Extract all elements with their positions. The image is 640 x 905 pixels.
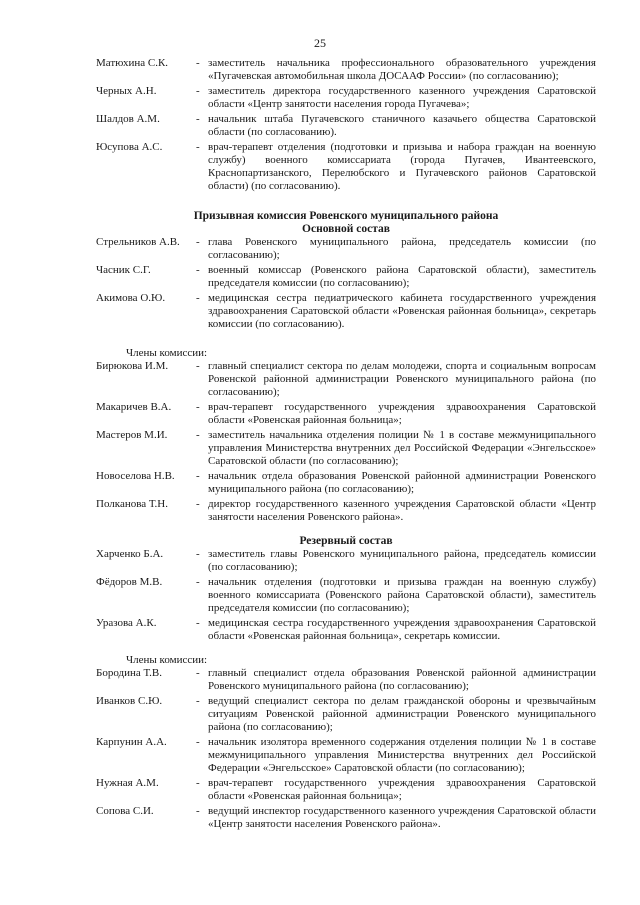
reserve-composition-list	[96, 548, 596, 643]
person-name: Часник С.Г.	[96, 264, 151, 276]
dash-separator: -	[196, 576, 200, 588]
list-item	[96, 777, 596, 803]
dash-separator: -	[196, 360, 200, 372]
person-name: Полканова Т.Н.	[96, 498, 168, 510]
person-name: Уразова А.К.	[96, 617, 157, 629]
dash-separator: -	[196, 292, 200, 304]
person-name: Фёдоров М.В.	[96, 576, 163, 588]
reserve-composition-title: Резервный состав	[299, 535, 393, 547]
person-name: Шалдов А.М.	[96, 113, 160, 125]
person-name: Черных А.Н.	[96, 85, 157, 97]
dash-separator: -	[196, 401, 200, 413]
dash-separator: -	[196, 667, 200, 679]
list-item	[96, 429, 596, 468]
list-item	[96, 736, 596, 775]
person-name: Бирюкова И.М.	[96, 360, 169, 372]
list-item	[96, 548, 596, 574]
position-description: начальник изолятора временного содержания отделения полиции № 1 в составе межмуниципального управления Министерства внутренних дел Российской Федерации «Энгельсское» Саратовской области (по согласованию);	[208, 736, 596, 774]
position-description: главный специалист сектора по делам молодежи, спорта и социальным вопросам Ровенской районной администрации Ровенского муниципального района (по согласованию);	[208, 360, 596, 398]
main-composition-list	[96, 236, 596, 331]
position-description: директор государственного казенного учреждения Саратовской области «Центр занятости населения Ровенского района».	[208, 498, 596, 523]
list-item	[96, 470, 596, 496]
list-item	[96, 85, 596, 111]
position-description: главный специалист отдела образования Ровенской районной администрации Ровенского муниципального района (по согласованию);	[208, 667, 596, 692]
position-description: начальник штаба Пугачевского станичного казачьего общества Саратовской области (по согласованию).	[208, 113, 596, 138]
position-description: врач-терапевт государственного учреждения здравоохранения Саратовской области «Ровенская районная больница»;	[208, 401, 596, 426]
dash-separator: -	[196, 548, 200, 560]
dash-separator: -	[196, 264, 200, 276]
dash-separator: -	[196, 736, 200, 748]
main-composition-title: Основной состав	[302, 223, 390, 235]
person-name: Карпунин А.А.	[96, 736, 167, 748]
reserve-members-label: Члены комиссии:	[126, 654, 208, 666]
person-name: Бородина Т.В.	[96, 667, 162, 679]
dash-separator: -	[196, 805, 200, 817]
position-description: врач-терапевт отделения (подготовки и призыва и набора граждан на военную службу) военного комиссариата (города Пугачев, Ивантеевского, Краснопартизанского, Перелюбского и Пугачевского районов Саратовской области) (по согласованию).	[208, 141, 596, 192]
section-title: Призывная комиссия Ровенского муниципального района	[193, 210, 499, 222]
list-item	[96, 617, 596, 643]
reserve-members-list	[96, 667, 596, 831]
person-name: Сопова С.И.	[96, 805, 154, 817]
dash-separator: -	[196, 777, 200, 789]
page-number: 25	[314, 36, 326, 50]
position-description: военный комиссар (Ровенского района Саратовской области), заместитель председателя комиссии (по согласованию);	[208, 264, 596, 289]
position-description: заместитель директора государственного казенного учреждения Саратовской области «Центр занятости населения города Пугачева»;	[208, 85, 596, 110]
main-members-list	[96, 360, 596, 524]
list-item	[96, 292, 596, 331]
position-description: ведущий специалист сектора по делам гражданской обороны и чрезвычайным ситуациям Ровенской районной администрации Ровенского муниципального района (по согласованию);	[208, 695, 596, 733]
members-label: Члены комиссии:	[126, 347, 208, 359]
dash-separator: -	[196, 470, 200, 482]
intro-list	[96, 57, 596, 193]
person-name: Нужная А.М.	[96, 777, 159, 789]
dash-separator: -	[196, 617, 200, 629]
list-item	[96, 236, 596, 262]
dash-separator: -	[196, 236, 200, 248]
list-item	[96, 667, 596, 693]
dash-separator: -	[196, 498, 200, 510]
list-item	[96, 57, 596, 83]
list-item	[96, 360, 596, 399]
list-item	[96, 498, 596, 524]
person-name: Харченко Б.А.	[96, 548, 164, 560]
position-description: начальник отделения (подготовки и призыва граждан на военную службу) военного комиссариата (Ровенского района Саратовской области), заместитель председателя комиссии (по согласованию);	[208, 576, 596, 614]
list-item	[96, 141, 596, 193]
person-name: Новоселова Н.В.	[96, 470, 175, 482]
document-body	[96, 57, 596, 831]
list-item	[96, 113, 596, 139]
dash-separator: -	[196, 429, 200, 441]
person-name: Стрельников А.В.	[96, 236, 180, 248]
person-name: Акимова О.Ю.	[96, 292, 166, 304]
list-item	[96, 264, 596, 290]
dash-separator: -	[196, 57, 200, 69]
position-description: медицинская сестра государственного учреждения здравоохранения Саратовской области «Ровенская районная больница», секретарь комиссии.	[208, 617, 596, 642]
dash-separator: -	[196, 695, 200, 707]
position-description: врач-терапевт государственного учреждения здравоохранения Саратовской области «Ровенская районная больница»;	[208, 777, 596, 802]
person-name: Иванков С.Ю.	[96, 695, 163, 707]
position-description: заместитель начальника отделения полиции № 1 в составе межмуниципального управления Министерства внутренних дел Российской Федерации «Энгельсское» Саратовской области (по согласованию);	[208, 429, 596, 467]
position-description: ведущий инспектор государственного казенного учреждения Саратовской области «Центр занятости населения Ровенского района».	[208, 805, 596, 830]
list-item	[96, 805, 596, 831]
position-description: заместитель начальника профессионального образовательного учреждения «Пугачевская автомобильная школа ДОСААФ России» (по согласованию);	[208, 57, 596, 82]
list-item	[96, 695, 596, 734]
position-description: заместитель главы Ровенского муниципального района, председатель комиссии (по согласованию);	[208, 548, 596, 573]
person-name: Мастеров М.И.	[96, 429, 168, 441]
person-name: Макаричев В.А.	[96, 401, 172, 413]
dash-separator: -	[196, 85, 200, 97]
person-name: Юсупова А.С.	[96, 141, 163, 153]
list-item	[96, 576, 596, 615]
position-description: начальник отдела образования Ровенской районной администрации Ровенского муниципального района (по согласованию);	[208, 470, 596, 495]
dash-separator: -	[196, 113, 200, 125]
list-item	[96, 401, 596, 427]
dash-separator: -	[196, 141, 200, 153]
position-description: глава Ровенского муниципального района, председатель комиссии (по согласованию);	[208, 236, 596, 261]
person-name: Матюхина С.К.	[96, 57, 169, 69]
position-description: медицинская сестра педиатрического кабинета государственного учреждения здравоохранения Саратовской области «Ровенская районная больница», секретарь комиссии (по согласованию).	[208, 292, 596, 330]
section-header	[96, 210, 596, 236]
